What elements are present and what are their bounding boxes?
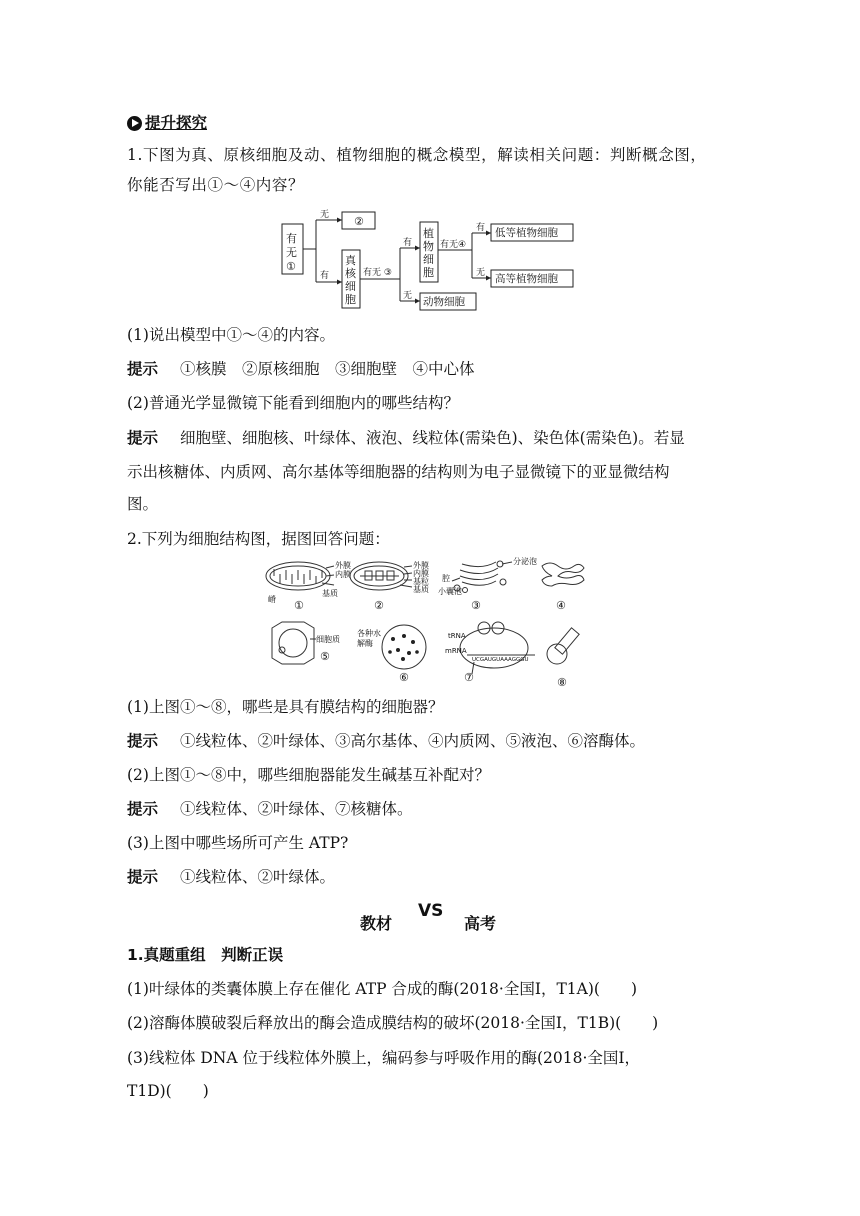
plant-char-1: 植 xyxy=(423,227,434,240)
fig-label-1-nei: 内膜 xyxy=(335,570,351,579)
fig-label-1-jz: 基质 xyxy=(322,589,338,598)
label-yes-2: 有 xyxy=(403,238,413,248)
fig-label-2-wai: 外膜 xyxy=(413,561,429,570)
q2-sub3-answer: ①线粒体、②叶绿体。 xyxy=(180,868,336,886)
label-no-2: 无 xyxy=(403,291,413,301)
q2-sub2-answer: ①线粒体、②叶绿体、⑦核糖体。 xyxy=(180,800,413,818)
exam-title-text: 1.真题重组 判断正误 xyxy=(127,946,284,964)
fig-label-7-mrna: mRNA xyxy=(445,647,467,655)
fig-label-ji: 嵴 xyxy=(268,595,276,604)
fig-label-7-trna: tRNA xyxy=(448,632,466,640)
hint-label: 提示 xyxy=(127,868,159,886)
label-no-3: 无 xyxy=(476,268,486,278)
nucleus-char-4: 胞 xyxy=(345,293,356,306)
plant-char-2: 物 xyxy=(423,240,434,253)
fig-num-6: ⑥ xyxy=(399,671,409,684)
nucleus-char-3: 细 xyxy=(345,280,356,293)
nucleus-char-2: 核 xyxy=(345,267,356,280)
q1-sub2-question: (2)普通光学显微镜下能看到细胞内的哪些结构？ xyxy=(127,394,459,412)
lysosome-drawing xyxy=(382,625,426,669)
fig-num-8: ⑧ xyxy=(557,676,567,689)
label-no-1: 无 xyxy=(320,210,330,220)
fig-label-2-nei: 内膜 xyxy=(413,569,429,578)
hint-label: 提示 xyxy=(127,732,159,750)
nucleus-char-1: 真 xyxy=(345,254,356,267)
vacuole-cell-drawing xyxy=(272,622,316,664)
q2-sub2-answer-row xyxy=(127,798,413,820)
hint-label: 提示 xyxy=(127,360,159,378)
animal-text: 动物细胞 xyxy=(423,296,465,308)
section-heading xyxy=(127,112,207,134)
exam-title xyxy=(127,944,283,966)
label-yes-1: 有 xyxy=(320,271,330,281)
root-char-2: 无 xyxy=(286,246,297,259)
fig-label-5-xbz: 细胞质 xyxy=(316,635,340,644)
fig-num-1: ① xyxy=(294,599,304,612)
q2-title: 2.下列为细胞结构图，据图回答问题： xyxy=(127,530,390,548)
ribosome-drawing xyxy=(460,622,535,674)
mitochondrion-drawing xyxy=(266,562,334,590)
fig-label-1-wai: 外膜 xyxy=(335,561,351,570)
fig-num-2: ② xyxy=(374,599,384,612)
q2-sub1-answer-row xyxy=(127,730,645,752)
root-char-1: 有 xyxy=(286,232,297,245)
label-has4: 有无④ xyxy=(440,240,467,250)
hint-label: 提示 xyxy=(127,800,159,818)
box2-text: ② xyxy=(354,215,364,228)
label-has3: 有无 ③ xyxy=(363,268,392,278)
exam-item-3b: T1D)( ) xyxy=(127,1082,209,1100)
q2-sub3-question: (3)上图中哪些场所可产生 ATP? xyxy=(127,834,349,852)
concept-diagram xyxy=(270,200,590,320)
fig-label-7-seq: UCGAUGUAAAGGGU xyxy=(472,657,529,663)
organelle-figure xyxy=(262,556,602,692)
vs-left: 教材 xyxy=(360,914,393,933)
vs-heading xyxy=(360,901,510,935)
q1-sub2-answer-1: 细胞壁、细胞核、叶绿体、液泡、线粒体(需染色)、染色体(需染色)。若显 xyxy=(180,429,685,447)
vs-mid: VS xyxy=(418,901,444,921)
play-icon xyxy=(127,116,142,131)
q1-line2: 你能否写出①～④内容？ xyxy=(127,176,305,194)
higher-plant-text: 高等植物细胞 xyxy=(495,273,558,285)
plant-char-4: 胞 xyxy=(423,266,434,279)
fig-label-2-jl: 基粒 xyxy=(413,577,429,586)
vs-right: 高考 xyxy=(464,914,497,933)
q1-sub1-answer-row xyxy=(127,358,475,380)
fig-num-7: ⑦ xyxy=(464,671,474,684)
root-char-3: ① xyxy=(286,260,296,273)
lower-plant-text: 低等植物细胞 xyxy=(495,227,558,239)
exam-item-2: (2)溶酶体膜破裂后释放出的酶会造成膜结构的破坏(2018·全国Ⅰ，T1B)( ) xyxy=(127,1014,659,1032)
fig-label-3-qiang: 腔 xyxy=(442,574,450,583)
q1-sub1-question: (1)说出模型中①～④的内容。 xyxy=(127,326,335,344)
q1-sub2-answer-row xyxy=(127,427,685,449)
q1-line1: 1.下图为真、原核细胞及动、植物细胞的概念模型，解读相关问题：判断概念图， xyxy=(127,146,707,164)
q1-sub2-answer-3: 图。 xyxy=(127,495,159,513)
er-drawing xyxy=(542,563,584,586)
fig-label-3-xnp: 小囊泡 xyxy=(438,587,462,596)
label-yes-3: 有 xyxy=(476,223,486,233)
hint-label: 提示 xyxy=(127,429,159,447)
q2-sub2-question: (2)上图①～⑧中，哪些细胞器能发生碱基互补配对？ xyxy=(127,766,490,784)
chloroplast-drawing xyxy=(350,562,412,590)
centriole-drawing xyxy=(547,628,579,664)
q2-sub3-answer-row xyxy=(127,866,335,888)
q1-sub1-answer: ①核膜 ②原核细胞 ③细胞壁 ④中心体 xyxy=(180,360,475,378)
fig-label-6-top: 各种水 xyxy=(357,629,381,638)
fig-num-5: ⑤ xyxy=(320,650,330,663)
fig-num-3: ③ xyxy=(471,599,481,612)
plant-char-3: 细 xyxy=(423,253,434,266)
fig-label-3-fm: 分泌泡 xyxy=(513,557,537,566)
fig-label-6-bot: 解酶 xyxy=(357,639,373,648)
q2-sub1-question: (1)上图①～⑧，哪些是具有膜结构的细胞器？ xyxy=(127,698,444,716)
fig-label-2-jz: 基质 xyxy=(413,585,429,594)
exam-item-1: (1)叶绿体的类囊体膜上存在催化 ATP 合成的酶(2018·全国Ⅰ，T1A)( ) xyxy=(127,980,638,998)
q1-sub2-answer-2: 示出核糖体、内质网、高尔基体等细胞器的结构则为电子显微镜下的亚显微结构 xyxy=(127,463,670,481)
q2-sub1-answer: ①线粒体、②叶绿体、③高尔基体、④内质网、⑤液泡、⑥溶酶体。 xyxy=(180,732,646,750)
fig-num-4: ④ xyxy=(556,599,566,612)
exam-item-3a: (3)线粒体 DNA 位于线粒体外膜上，编码参与呼吸作用的酶(2018·全国Ⅰ， xyxy=(127,1049,641,1067)
section-title: 提升探究 xyxy=(145,114,208,132)
